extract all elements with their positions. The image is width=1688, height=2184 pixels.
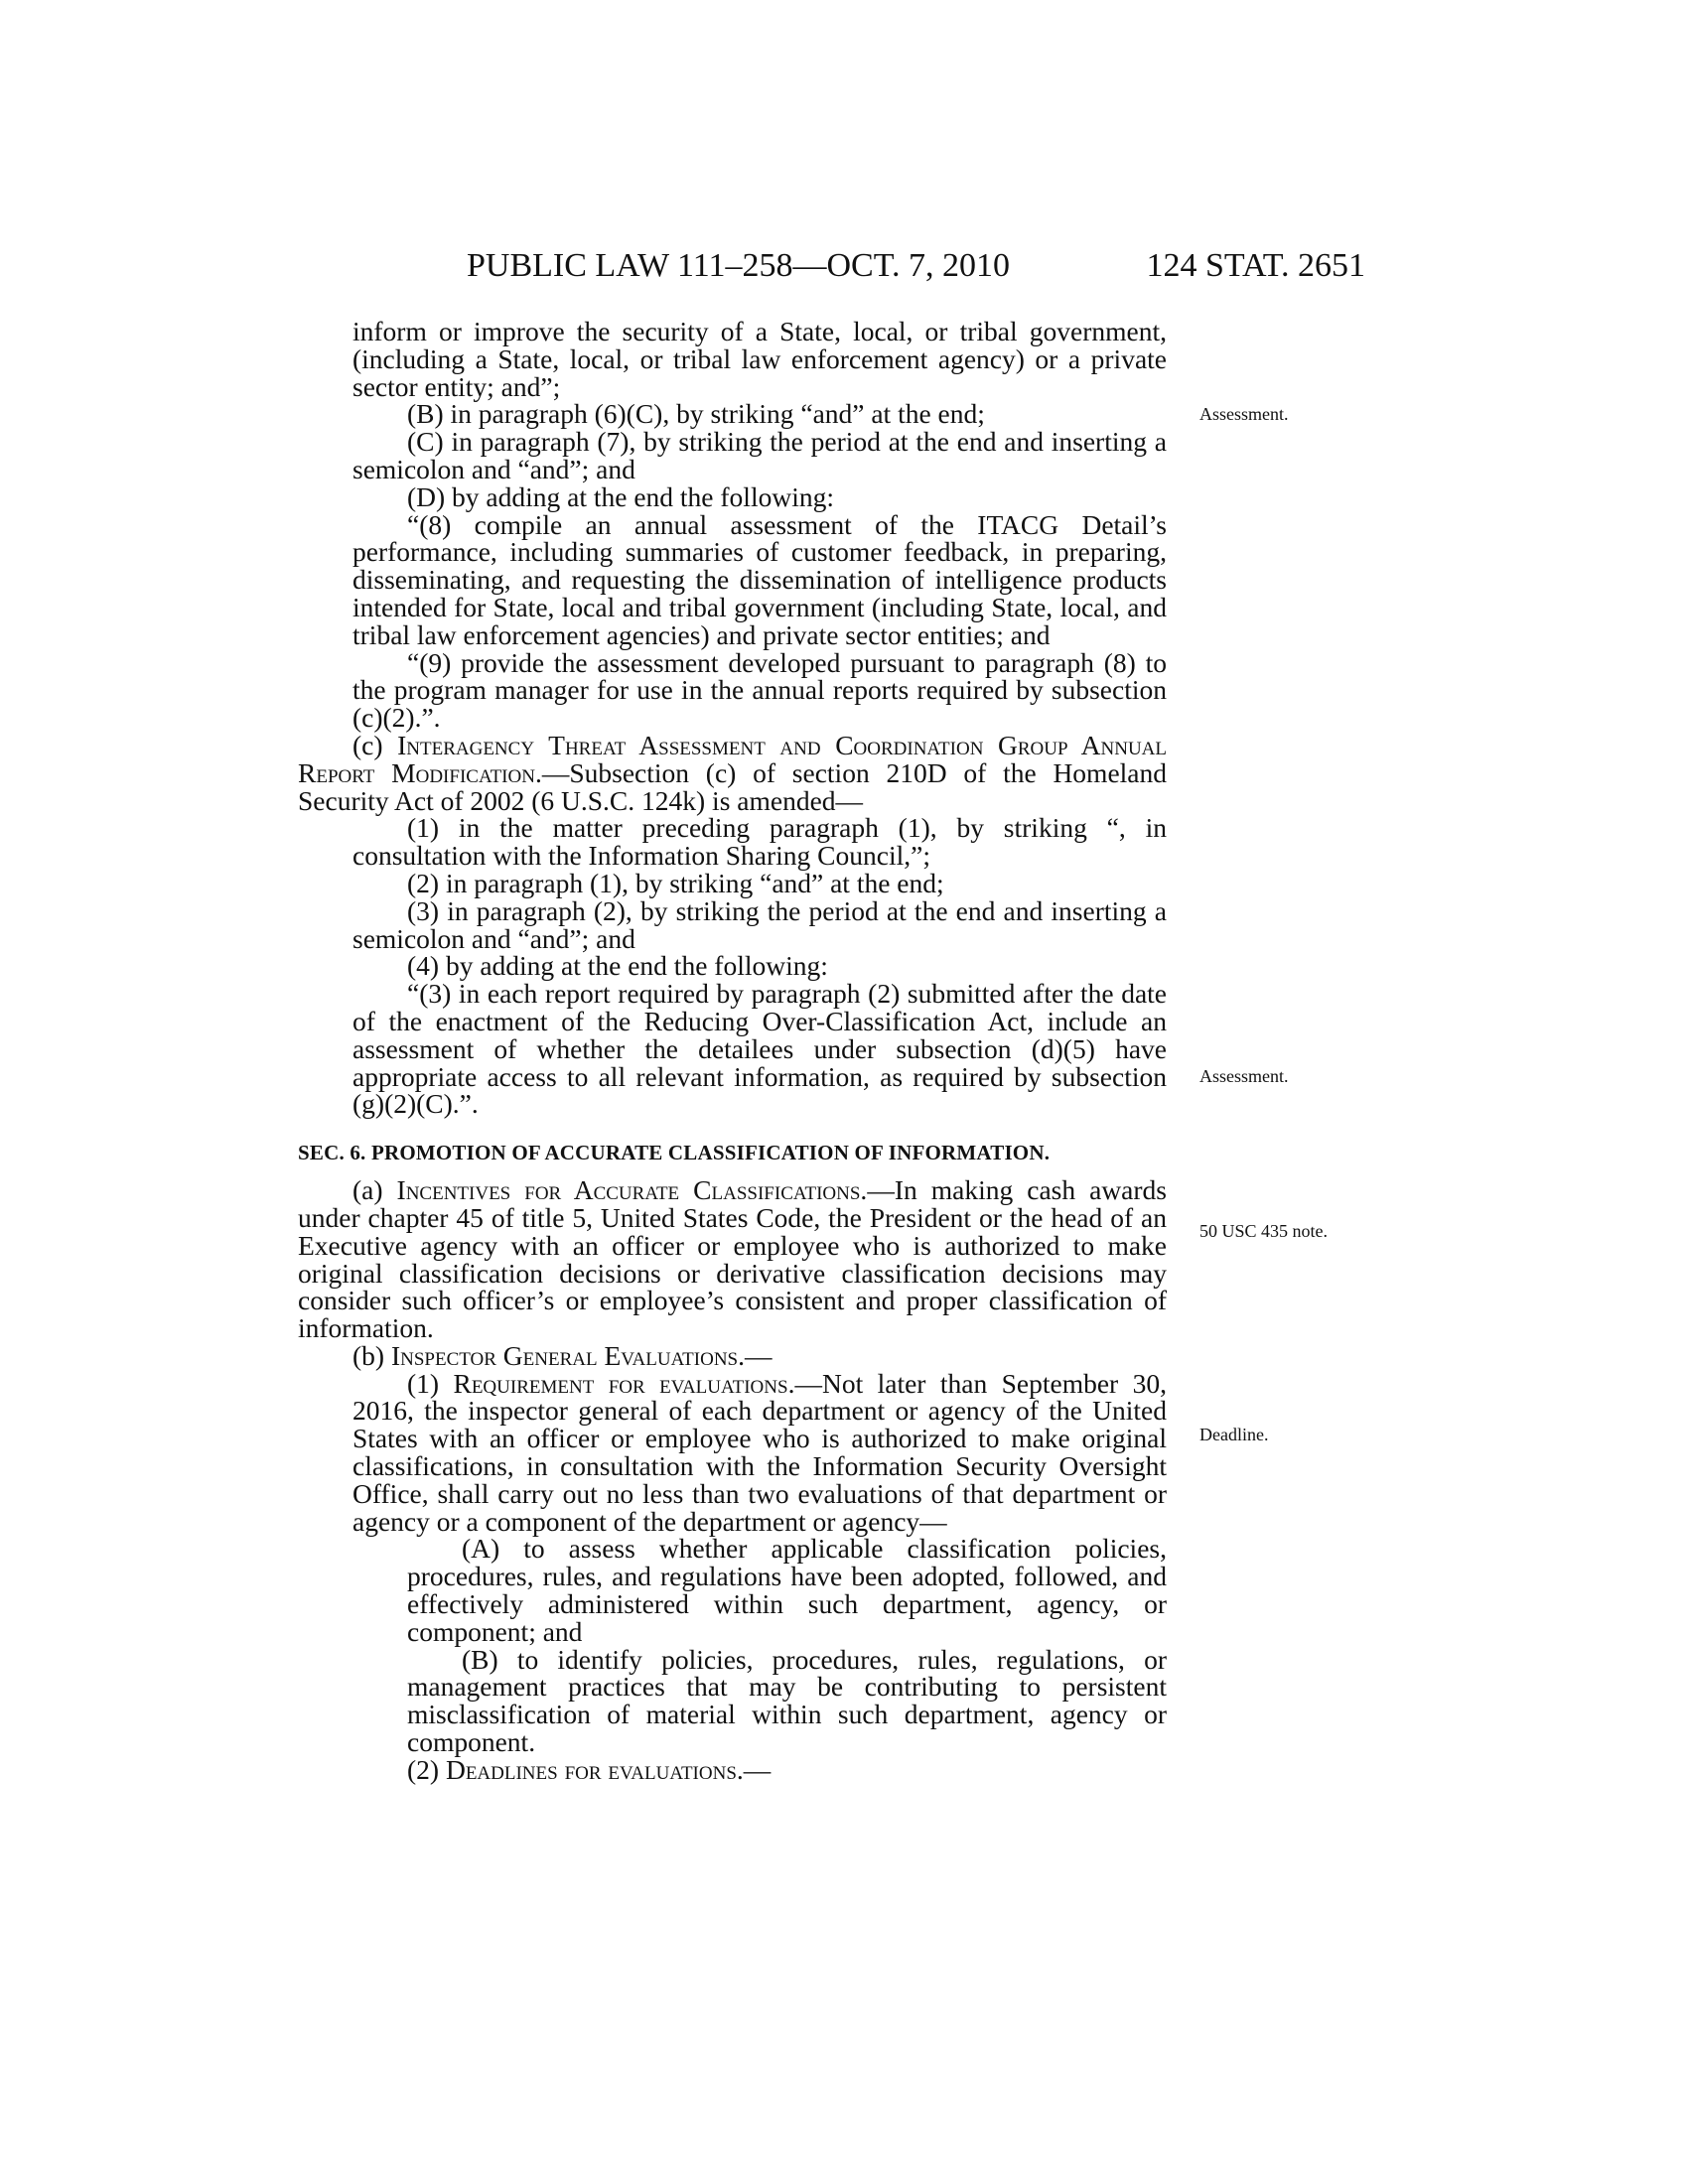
clause-3: (3) in paragraph (2), by striking the period at the end and inserting a semicolon and “and”; and	[352, 894, 1167, 954]
subsection-b	[298, 1339, 1167, 1371]
subsection-c-heading: Interagency Threat Assessment and Coordination Group Annual Report Modification.	[298, 729, 1167, 788]
subsection-a	[298, 1176, 1167, 1342]
paragraph-8: “(8) compile an annual assessment of the ITACG Detail’s performance, including summaries of customer feedback, in preparing, disseminating, and requesting the dissemination of intelligence products intended for State, local and tribal government (including State, local, and tribal law enforcement agencies) and private sector entities; and	[352, 508, 1167, 650]
paragraph-b2-heading: Deadlines for evaluations.	[445, 1753, 744, 1785]
subsection-b-dash: —	[745, 1339, 773, 1371]
subsection-b-heading: Inspector General Evaluations.	[390, 1339, 745, 1371]
paragraph-d: (D) by adding at the end the following:	[407, 480, 834, 512]
public-law-citation: PUBLIC LAW 111–258—OCT. 7, 2010	[467, 247, 1010, 284]
subsection-b-number: (b)	[352, 1339, 391, 1371]
statute-body	[298, 318, 1167, 1784]
margin-note-assessment-2: Assessment.	[1199, 1066, 1289, 1086]
paragraph-c: (C) in paragraph (7), by striking the period at the end and inserting a semicolon and “and”; and	[352, 426, 1167, 484]
statute-page-number: 124 STAT. 2651	[1146, 247, 1365, 284]
paragraph-b2-number: (2)	[407, 1753, 446, 1785]
paragraph-b2	[298, 1753, 1167, 1785]
subsection-a-text: —In making cash awards under chapter 45 of title 5, United States Code, the President or the head of an Executive agency with an officer or employee who is authorized to make original classification decisions or derivative classification decisions may consider such officer’s or employee’s consistent and proper classification of information.	[298, 1174, 1167, 1344]
subsection-c-text: —Subsection (c) of section 210D of the Homeland Security Act of 2002 (6 U.S.C. 124k) is amended—	[298, 756, 1168, 816]
subsection-c-number: (c)	[352, 729, 398, 760]
clause-4: (4) by adding at the end the following:	[407, 950, 828, 982]
subsection-c	[298, 729, 1168, 816]
section-6-heading: SEC. 6. PROMOTION OF ACCURATE CLASSIFICATION OF INFORMATION.	[298, 1141, 1051, 1165]
paragraph-b2-dash: —	[743, 1753, 772, 1785]
paragraph-b1-text: —Not later than September 30, 2016, the inspector general of each department or agency of the United States with an officer or employee who is authorized to make original classifications, in consultation with the Information Security Oversight Office, shall carry out no less than two evaluations of that department or agency or a component of the department or agency—	[352, 1367, 1167, 1537]
margin-note-usc-note: 50 USC 435 note.	[1199, 1221, 1329, 1241]
page-header	[467, 246, 1365, 286]
paragraph-b1-number: (1)	[407, 1367, 454, 1399]
margin-note-deadline: Deadline.	[1199, 1425, 1269, 1444]
subsection-a-heading: Incentives for Accurate Classifications.	[396, 1174, 868, 1206]
paragraph-b1	[298, 1367, 1167, 1537]
subparagraph-a: (A) to assess whether applicable classification policies, procedures, rules, and regulations have been adopted, followed, and effectively administered within such department, agency, or component; and	[407, 1533, 1167, 1647]
clause-2: (2) in paragraph (1), by striking “and” at the end;	[407, 867, 944, 898]
subsection-a-number: (a)	[352, 1174, 397, 1206]
subparagraph-b: (B) to identify policies, procedures, rules, regulations, or management practices that may be contributing to persistent misclassification of material within such department, agency or component.	[407, 1643, 1167, 1758]
paragraph-3-quoted: “(3) in each report required by paragraph (2) submitted after the date of the enactment of the Reducing Over-Classification Act, include an assessment of whether the detailees under subsection (d)(5) have appropriate access to all relevant information, as required by subsection (g)(2)(C).”.	[352, 978, 1167, 1120]
paragraph-9: “(9) provide the assessment developed pursuant to paragraph (8) to the program manager for use in the annual reports required by subsection (c)(2).”.	[352, 646, 1167, 734]
paragraph-b: (B) in paragraph (6)(C), by striking “and” at the end;	[407, 398, 985, 430]
paragraph-continuation: inform or improve the security of a State, local, or tribal government, (including a State, local, or tribal law enforcement agency) or a private sector entity; and”;	[352, 316, 1167, 402]
margin-note-assessment-1: Assessment.	[1199, 404, 1289, 424]
paragraph-b1-heading: Requirement for evaluations.	[453, 1367, 795, 1399]
clause-1: (1) in the matter preceding paragraph (1), by striking “, in consultation with the Information Sharing Council,”;	[352, 812, 1167, 872]
